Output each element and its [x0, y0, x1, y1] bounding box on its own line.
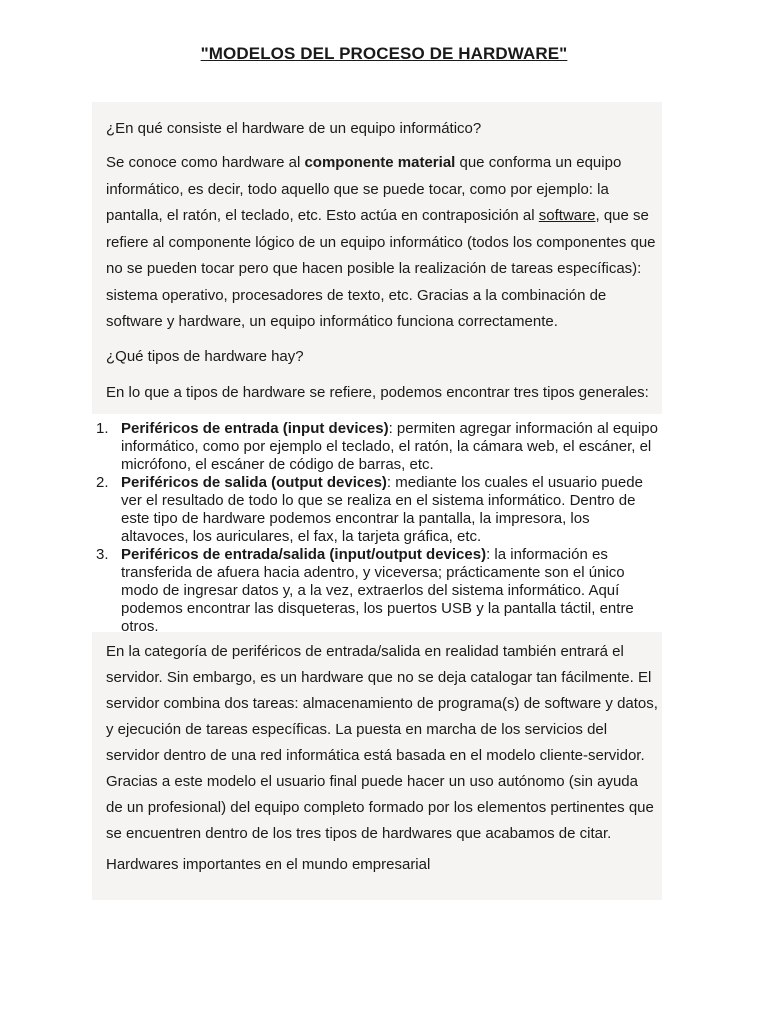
list-number: 3.: [96, 546, 109, 563]
definition-line-3: pantalla, el ratón, el teclado, etc. Esto actúa en contraposición al software, que se: [106, 207, 649, 224]
server-line-5: servidor dentro de una red informática está basada en el modelo cliente-servidor.: [106, 747, 645, 764]
definition-line-2: informático, es decir, todo aquello que se puede tocar, como por ejemplo: la: [106, 180, 609, 198]
emphasis-componente-material: componente material: [304, 154, 456, 171]
definition-line-5: no se pueden tocar pero que hacen posible la realización de tareas específicas):: [106, 260, 642, 277]
list-number: 2.: [96, 474, 109, 491]
server-line-8: se encuentren dentro de los tres tipos de hardwares que acabamos de citar.: [106, 825, 612, 842]
server-line-4: y ejecución de tareas específicas. La puesta en marcha de los servicios del: [106, 721, 608, 738]
question-what-is-hardware: ¿En qué consiste el hardware de un equipo informático?: [106, 120, 482, 137]
server-line-6: Gracias a este modelo el usuario final puede hacer un uso autónomo (sin ayuda: [106, 773, 638, 790]
hardware-types-list: [96, 420, 676, 636]
server-line-2: servidor. Sin embargo, es un hardware que no se deja catalogar tan fácilmente. El: [106, 669, 652, 686]
document-title: "MODELOS DEL PROCESO DE HARDWARE": [200, 44, 568, 63]
definition-line-1: Se conoce como hardware al componente material que conforma un equipo: [106, 154, 622, 171]
list-number: 1.: [96, 420, 109, 437]
definition-line-4: refiere al componente lógico de un equipo informático (todos los componentes que: [106, 233, 656, 251]
paragraph-server: [106, 639, 666, 847]
list-item-heading: Periféricos de salida (output devices): [121, 474, 387, 491]
server-line-1: En la categoría de periféricos de entrada/salida en realidad también entrará el: [106, 643, 624, 660]
list-item-heading: Periféricos de entrada (input devices): [121, 420, 389, 437]
server-line-7: de un profesional) del equipo completo formado por los elementos pertinentes que: [106, 799, 654, 816]
list-item: 3. Periféricos de entrada/salida (input/output devices): la información es transferida de afuera hacia adentro, y viceversa; prácticamente son el único modo de ingresar datos y, a la vez, extraerlos del sistema informático. Aquí podemos encontrar las disqueteras, los puertos USB y la pantalla táctil, entre otros.: [96, 546, 634, 635]
software-link[interactable]: software: [538, 207, 596, 224]
list-item: 2. Periféricos de salida (output devices): mediante los cuales el usuario puede ver el resultado de todo lo que se realiza en el sistema informático. Dentro de este tipo de hardware podemos encontrar la pantalla, la impresora, los altavoces, los auriculares, el fax, la tarjeta gráfica, etc.: [96, 474, 643, 545]
list-item: 1. Periféricos de entrada (input devices): permiten agregar información al equipo informático, como por ejemplo el teclado, el ratón, la cámara web, el escáner, el micrófono, el escáner de código de barras, etc.: [96, 420, 658, 473]
paragraph-hardware-definition: [106, 150, 666, 336]
server-line-3: servidor combina dos tareas: almacenamiento de programa(s) de software y datos,: [106, 695, 658, 712]
question-hardware-types: ¿Qué tipos de hardware hay?: [106, 348, 304, 365]
paragraph-types-intro: En lo que a tipos de hardware se refiere, podemos encontrar tres tipos generales:: [106, 384, 649, 401]
definition-line-6: sistema operativo, procesadores de texto, etc. Gracias a la combinación de: [106, 286, 607, 304]
list-item-heading: Periféricos de entrada/salida (input/output devices): [121, 546, 487, 563]
heading-business-hardware: Hardwares importantes en el mundo empresarial: [106, 856, 431, 873]
definition-line-7: software y hardware, un equipo informático funciona correctamente.: [106, 313, 558, 330]
